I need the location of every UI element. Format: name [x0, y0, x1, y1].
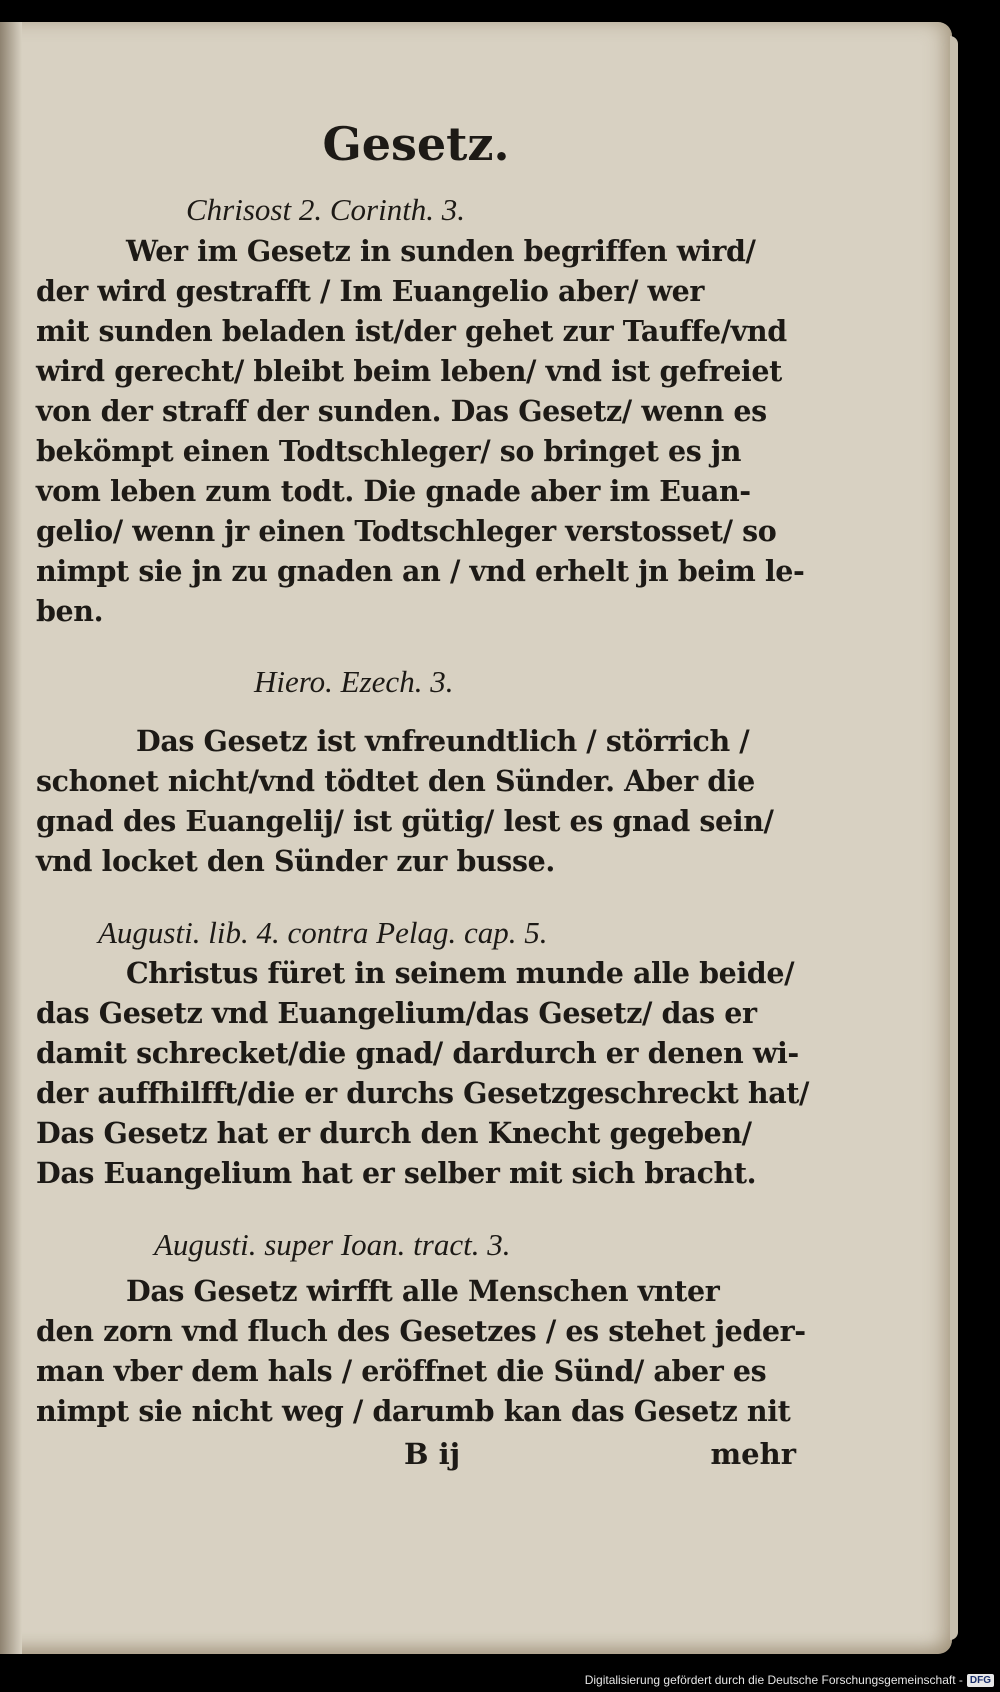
credit-text: Digitalisierung gefördert durch die Deutsche Forschungsgemeinschaft - [584, 1673, 963, 1687]
text-line: vnd locket den Sünder zur busse. [36, 844, 555, 878]
citation-augustine-pelag: Augusti. lib. 4. contra Pelag. cap. 5. [98, 915, 548, 950]
text-line: der auffhilfft/die er durchs Gesetzgeschreckt hat/ [36, 1076, 810, 1110]
text-line: gnad des Euangelij/ ist gütig/ lest es gnad sein/ [36, 804, 774, 838]
text-line: Das Gesetz ist vnfreundtlich / störrich / [136, 724, 750, 758]
text-line: gelio/ wenn jr einen Todtschleger verstosset/ so [36, 514, 777, 548]
page-footer [36, 1437, 796, 1477]
text-line: man vber dem hals / eröffnet die Sünd/ aber es [36, 1354, 767, 1388]
text-line: ben. [36, 594, 104, 628]
text-line: wird gerecht/ bleibt beim leben/ vnd ist gefreiet [36, 354, 782, 388]
page-edge [950, 36, 958, 1640]
citation-chrysostom: Chrisost 2. Corinth. 3. [186, 192, 466, 227]
text-line: nimpt sie nicht weg / darumb kan das Gesetz nit [36, 1394, 791, 1428]
page-heading: Gesetz. [322, 117, 510, 171]
signature-mark: B ij [404, 1437, 461, 1471]
citation-augustine-ioan: Augusti. super Ioan. tract. 3. [154, 1227, 511, 1262]
text-line: Das Gesetz wirfft alle Menschen vnter [126, 1274, 720, 1308]
text-line: bekömpt einen Todtschleger/ so bringet es jn [36, 434, 742, 468]
text-line: von der straff der sunden. Das Gesetz/ wenn es [36, 394, 767, 428]
page-gutter [0, 22, 22, 1654]
text-line: damit schrecket/die gnad/ dardurch er denen wi- [36, 1036, 799, 1070]
text-line: Das Euangelium hat er selber mit sich bracht. [36, 1156, 757, 1190]
catchword: mehr [710, 1437, 796, 1471]
text-line: mit sunden beladen ist/der gehet zur Tauffe/vnd [36, 314, 787, 348]
text-line: nimpt sie jn zu gnaden an / vnd erhelt jn beim le- [36, 554, 805, 588]
book-page [0, 22, 952, 1654]
dfg-logo-icon: DFG [967, 1674, 994, 1687]
text-line: das Gesetz vnd Euangelium/das Gesetz/ das er [36, 996, 757, 1030]
text-line: der wird gestrafft / Im Euangelio aber/ wer [36, 274, 704, 308]
text-line: den zorn vnd fluch des Gesetzes / es stehet jeder- [36, 1314, 806, 1348]
text-line: schonet nicht/vnd tödtet den Sünder. Aber die [36, 764, 755, 798]
digitization-credit [585, 1670, 994, 1690]
text-line: vom leben zum todt. Die gnade aber im Euan- [36, 474, 751, 508]
text-line: Wer im Gesetz in sunden begriffen wird/ [126, 234, 756, 268]
citation-jerome: Hiero. Ezech. 3. [254, 664, 454, 699]
text-line: Christus füret in seinem munde alle beide/ [126, 956, 795, 990]
text-line: Das Gesetz hat er durch den Knecht gegeben/ [36, 1116, 752, 1150]
